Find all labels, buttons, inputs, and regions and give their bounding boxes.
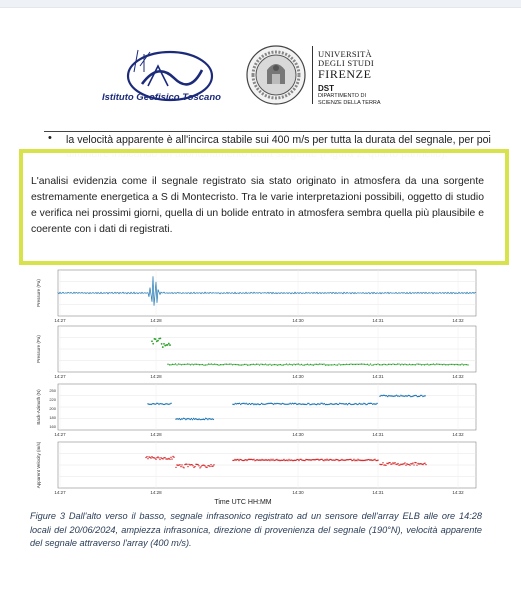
y-tick-label: 220 — [49, 397, 56, 402]
panel-ylabel: Pressure (Pa) — [36, 279, 41, 307]
x-tick-label: 14:31 — [372, 374, 384, 379]
igt-logo-text: Istituto Geofisico Toscano — [102, 92, 221, 103]
y-tick-label: 200 — [49, 406, 56, 411]
top-bar — [0, 0, 521, 8]
x-tick-label: 14:32 — [452, 374, 464, 379]
figure-xlabel: Time UTC HH:MM — [214, 499, 272, 506]
x-tick-label: 14:32 — [452, 432, 464, 437]
x-tick-label: 14:30 — [292, 318, 304, 323]
x-tick-label: 14:30 — [292, 490, 304, 495]
y-tick-label: 250 — [49, 388, 56, 393]
x-tick-label: 14:32 — [452, 490, 464, 495]
x-tick-label: 14:27 — [54, 490, 66, 495]
x-tick-label: 14:27 — [54, 432, 66, 437]
y-tick-label: 160 — [49, 424, 56, 429]
x-tick-label: 14:32 — [452, 318, 464, 323]
x-tick-label: 14:27 — [54, 318, 66, 323]
header-rule — [44, 131, 490, 132]
university-seal-icon — [245, 44, 307, 106]
dst-label: DST — [318, 84, 334, 93]
x-tick-label: 14:28 — [150, 432, 162, 437]
x-tick-label: 14:30 — [292, 374, 304, 379]
panel-ylabel: Apparent Velocity (m/s) — [36, 441, 41, 489]
dept-line1: DIPARTIMENTO DI — [318, 93, 366, 99]
highlight-paragraph: L'analisi evidenzia come il segnale registrato sia stato originato in atmosfera da una sorgente estremamente energetica a S di Montecristo. Tra le varie interpretazioni possibili, oggetto di studio e verifica nei prossimi giorni, quella di un bolide entrato in atmosfera sembra quella più plausibile e coerente con i dati di registrati. — [31, 176, 484, 235]
uni-line1: UNIVERSITÀ — [318, 49, 372, 59]
unifi-logo-text — [318, 50, 381, 106]
x-tick-label: 14:28 — [150, 490, 162, 495]
x-tick-label: 14:31 — [372, 432, 384, 437]
dept-line2: SCIENZE DELLA TERRA — [318, 99, 381, 106]
x-tick-label: 14:28 — [150, 374, 162, 379]
uni-line3: FIRENZE — [318, 67, 372, 81]
y-tick-label: 180 — [49, 415, 56, 420]
x-tick-label: 14:31 — [372, 490, 384, 495]
bullet-text: la velocità apparente è all'incirca stabile sui 400 m/s per tutta la durata del segnale, per poi — [66, 134, 491, 146]
logo-divider — [312, 46, 313, 104]
infrasound-figure — [28, 268, 478, 508]
panel-ylabel: Back-Azimuth (N) — [36, 389, 41, 425]
x-tick-label: 14:30 — [292, 432, 304, 437]
x-tick-label: 14:27 — [54, 374, 66, 379]
x-tick-label: 14:28 — [150, 318, 162, 323]
panel-ylabel: Pressure (Pa) — [36, 335, 41, 363]
uni-line2: DEGLI STUDI — [318, 58, 374, 68]
x-tick-label: 14:31 — [372, 318, 384, 323]
figure-caption: Figure 3 Dall'alto verso il basso, segnale infrasonico registrato ad un sensore dell'array ELB alle ore 14:28 locali del 20/06/2024, ampiezza infrasonica, direzione di provenienza del segnale (190°N), velocità apparente del segnale attraverso l'array (400 m/s). — [30, 511, 482, 548]
bullet-dot: • — [48, 132, 52, 144]
